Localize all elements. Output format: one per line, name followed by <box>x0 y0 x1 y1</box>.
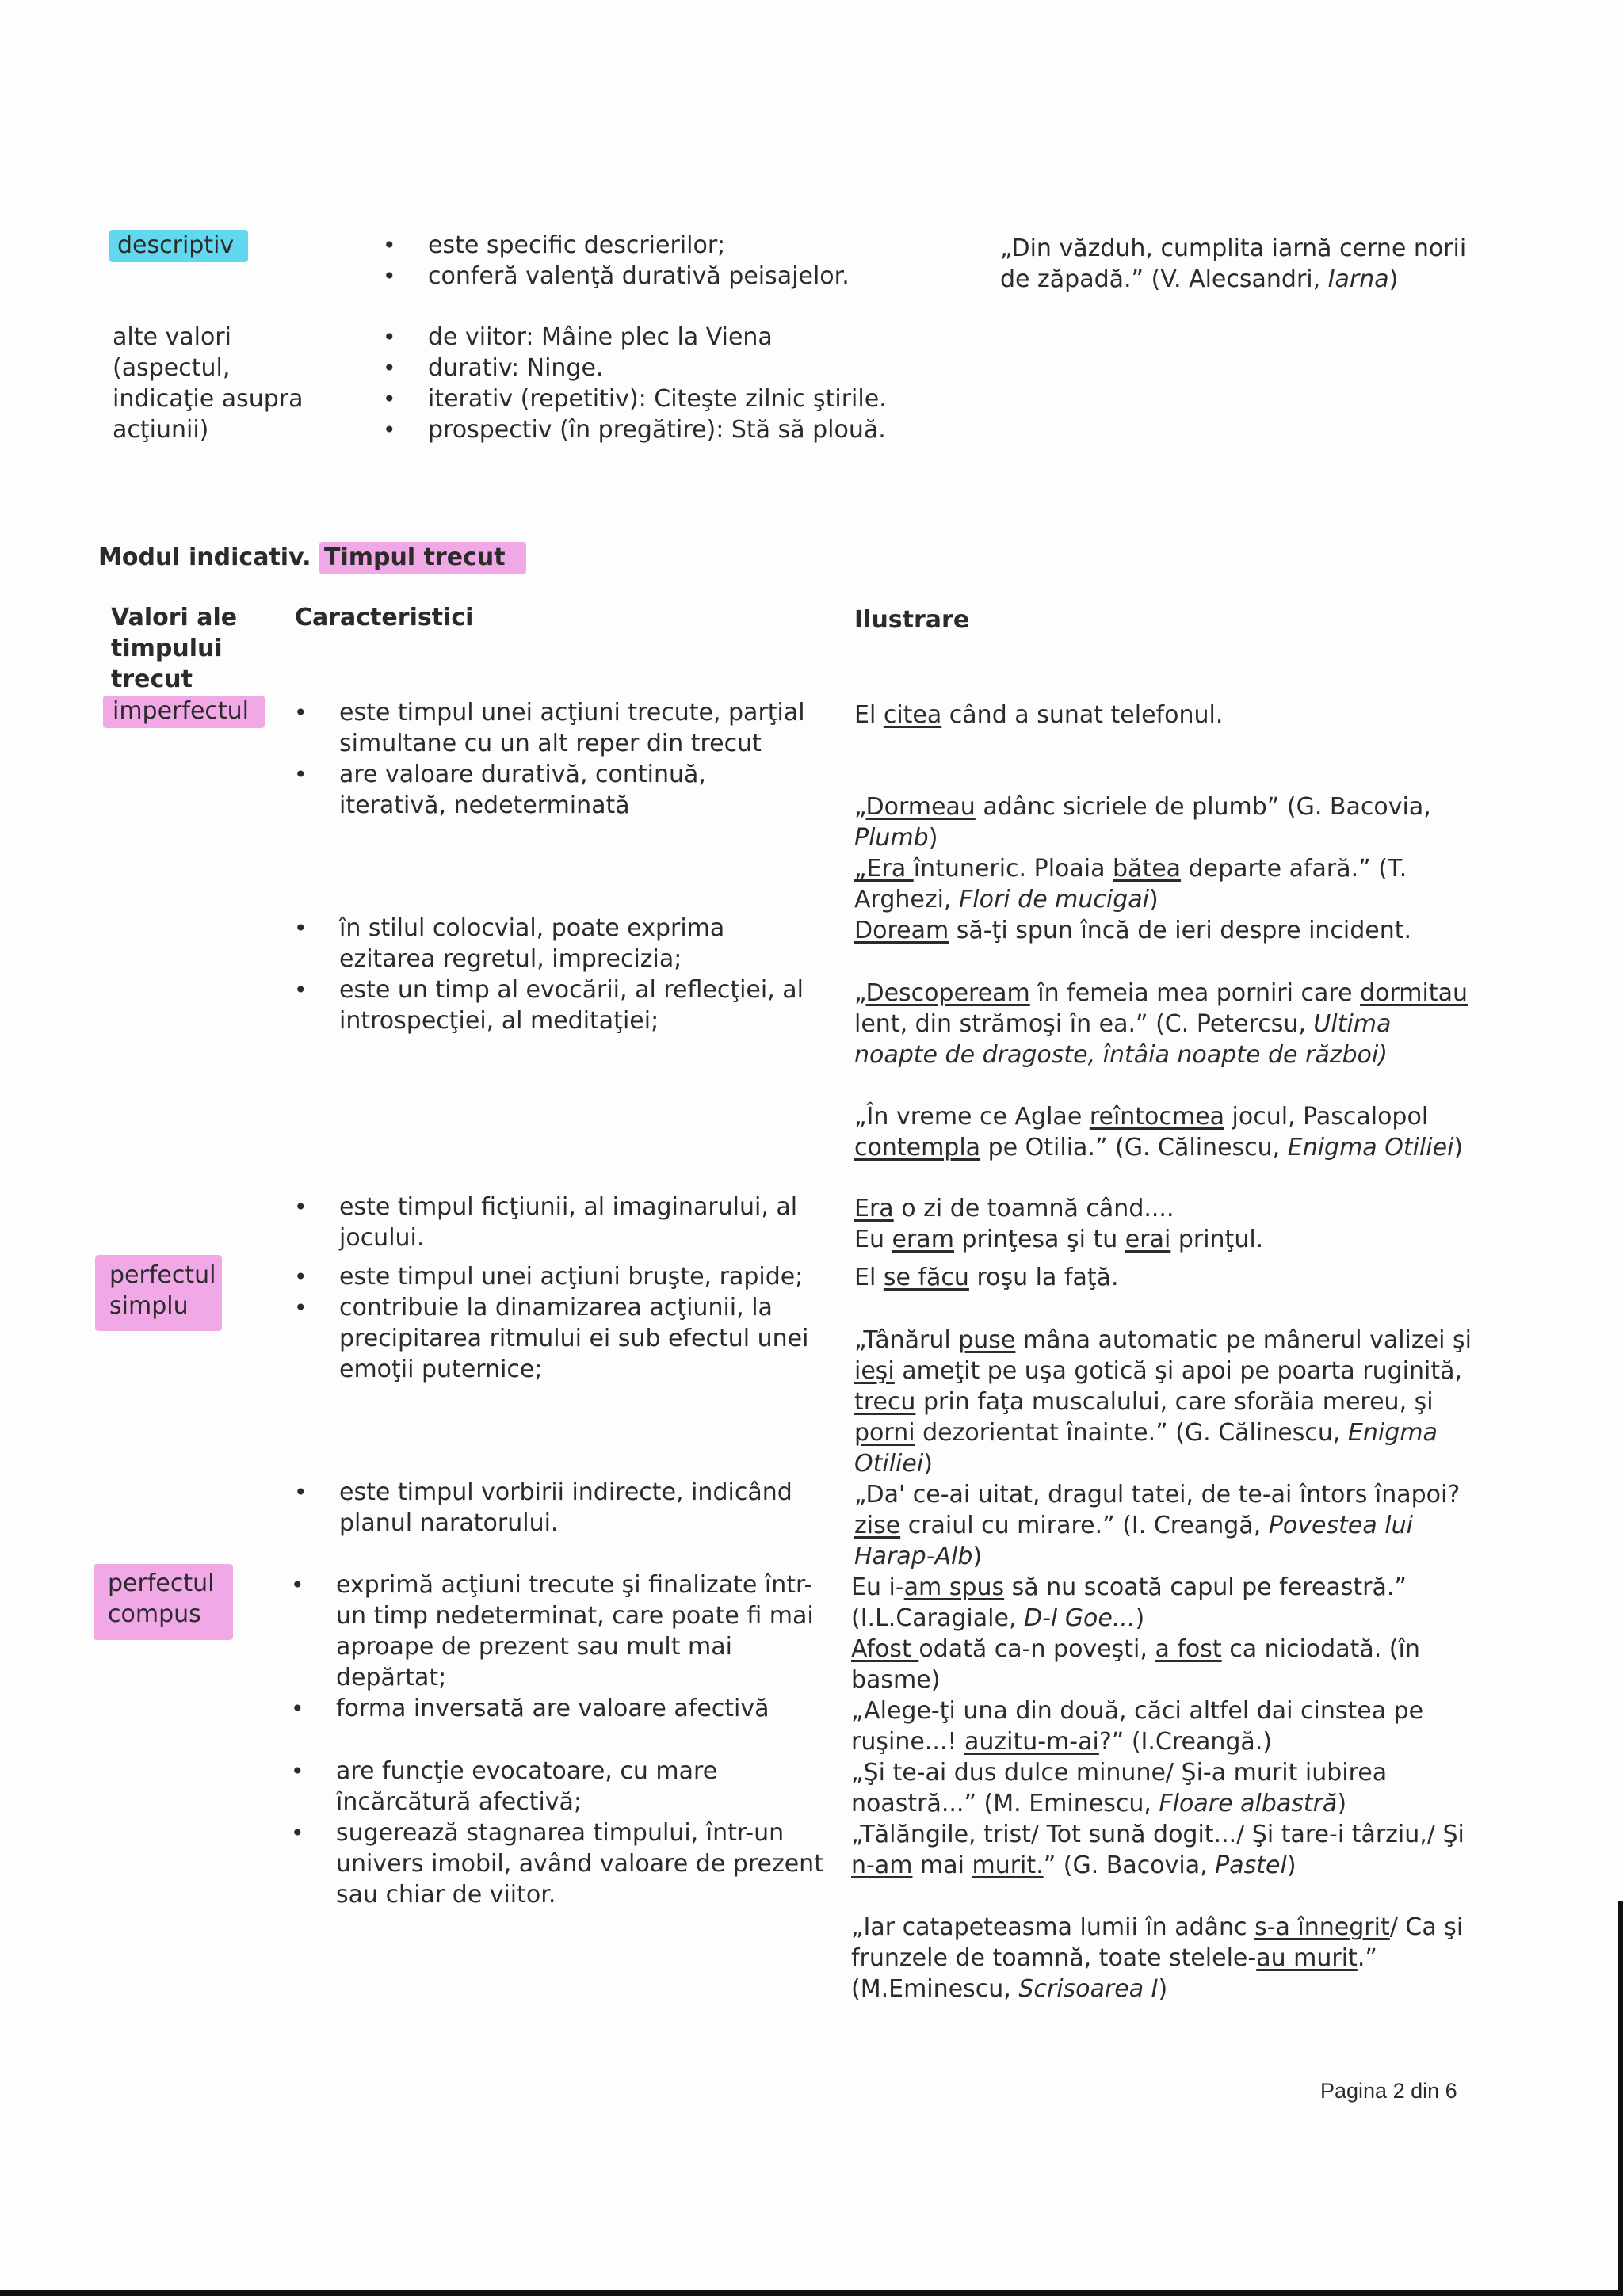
descriptiv-example: „Din văzduh, cumplita iarnă cerne norii de zăpadă.” (V. Alecsandri, Iarna) <box>1000 235 1467 293</box>
list-item: • este timpul unei acţiuni trecute, parţial simultane cu un alt reper din trecut <box>339 697 815 759</box>
column-header-values: Valori ale timpului trecut <box>111 604 238 693</box>
label-imperfectul: imperfectul <box>103 696 265 727</box>
perfectul-simplu-characteristics <box>339 1261 815 1385</box>
label-alte-valori: alte valori (aspectul, indicaţie asupra acţiunii) <box>113 323 304 444</box>
scan-edge <box>0 2290 1623 2296</box>
list-item: • are funcţie evocatoare, cu mare încărcătură afectivă; <box>336 1756 827 1817</box>
list-item: • este timpul unei acţiuni bruşte, rapide; <box>339 1261 815 1292</box>
label-descriptiv: descriptiv <box>109 230 248 261</box>
section-title: Modul indicativ. Timpul trecut <box>98 542 526 573</box>
label-perfectul-simplu: perfectul simplu <box>109 1261 216 1320</box>
perfectul-simplu-example-2: „Tânărul puse mâna automatic pe mânerul valizei şi ieşi ameţit pe uşa gotică şi apoi pe poarta ruginită, trecu prin faţa muscalului, care sforăia mereu, şi porni dezorientat înainte.” (G. Călinescu, Enigma Otiliei) <box>854 1326 1472 1478</box>
list-item: • este timpul vorbirii indirecte, indicând planul naratorului. <box>339 1477 831 1539</box>
list-item: • este un timp al evocării, al reflecţiei, al introspecţiei, al meditaţiei; <box>339 974 815 1036</box>
descriptiv-characteristics <box>428 230 967 292</box>
perfectul-simplu-characteristics-2 <box>339 1477 831 1539</box>
list-item: • este specific descrierilor; <box>428 230 967 261</box>
list-item: • conferă valenţă durativă peisajelor. <box>428 261 967 292</box>
list-item: • exprimă acţiuni trecute şi finalizate într-un timp nedeterminat, care poate fi mai aproape de prezent sau mult mai depărtat; <box>336 1569 827 1693</box>
imperfectul-example-1: El citea când a sunat telefonul. <box>854 701 1224 729</box>
imperfectul-example-8: Eu eram prinţesa şi tu erai prinţul. <box>854 1226 1264 1253</box>
imperfectul-characteristics <box>339 697 815 821</box>
label-perfectul-compus: perfectul compus <box>108 1569 215 1628</box>
imperfectul-example-7: Era o zi de toamnă când.... <box>854 1195 1174 1222</box>
perfectul-compus-example-5: „Tălăngile, trist/ Tot sună dogit.../ Şi tare-i târziu,/ Şi n-am mai murit.” (G. Bacovia, Pastel) <box>851 1821 1465 1879</box>
imperfectul-example-2: „Dormeau adânc sicriele de plumb” (G. Bacovia, Plumb) <box>854 793 1431 852</box>
list-item: • iterativ (repetitiv): Citeşte zilnic ştirile. <box>428 383 983 414</box>
list-item: • de viitor: Mâine plec la Viena <box>428 322 983 353</box>
list-item: • sugerează stagnarea timpului, într-un univers imobil, având valoare de prezent sau chiar de viitor. <box>336 1817 827 1910</box>
imperfectul-example-6: „În vreme ce Aglae reîntocmea jocul, Pascalopol contempla pe Otilia.” (G. Călinescu, Enigma Otiliei) <box>854 1103 1464 1161</box>
alte-valori-list <box>428 322 983 445</box>
perfectul-compus-example-6: „Iar catapeteasma lumii în adânc s-a înnegrit/ Ca şi frunzele de toamnă, toate stelele-au murit.” (M.Eminescu, Scrisoarea I) <box>851 1913 1464 2003</box>
list-item: • are valoare durativă, continuă, iterativă, nedeterminată <box>339 759 815 821</box>
perfectul-compus-example-3: „Alege-ţi una din două, căci altfel dai cinstea pe ruşine...! auzitu-m-ai?” (I.Creangă.) <box>851 1697 1424 1756</box>
imperfectul-characteristics-3 <box>339 1192 815 1253</box>
perfectul-compus-characteristics-2 <box>336 1756 827 1910</box>
list-item: • forma inversată are valoare afectivă <box>336 1693 827 1724</box>
column-header-characteristics: Caracteristici <box>295 604 474 631</box>
perfectul-compus-example-1: Eu i-am spus să nu scoată capul pe fereastră.” (I.L.Caragiale, D-l Goe...) <box>851 1573 1407 1632</box>
list-item: • durativ: Ninge. <box>428 353 983 383</box>
perfectul-compus-example-2: Afost odată ca-n poveşti, a fost ca niciodată. (în basme) <box>851 1635 1420 1694</box>
imperfectul-example-4: Doream să-ţi spun încă de ieri despre incident. <box>854 917 1412 944</box>
scan-edge <box>1618 1901 1623 2296</box>
perfectul-simplu-example-3: „Da' ce-ai uitat, dragul tatei, de te-ai întors înapoi? zise craiul cu mirare.” (I. Creangă, Povestea lui Harap-Alb) <box>854 1481 1461 1570</box>
list-item: • prospectiv (în pregătire): Stă să plouă. <box>428 414 983 445</box>
list-item: • este timpul ficţiunii, al imaginarului, al jocului. <box>339 1192 815 1253</box>
imperfectul-example-5: „Descopeream în femeia mea porniri care dormitau lent, din strămoşi în ea.” (C. Petercsu, Ultima noapte de dragoste, întâia noapte de război) <box>854 979 1468 1069</box>
perfectul-simplu-example-1: El se făcu roşu la faţă. <box>854 1264 1119 1291</box>
imperfectul-example-3: „Era întuneric. Ploaia bătea departe afară.” (T. Arghezi, Flori de mucigai) <box>854 855 1407 913</box>
perfectul-compus-example-4: „Şi te-ai dus dulce minune/ Şi-a murit iubirea noastră...” (M. Eminescu, Floare albastră) <box>851 1759 1388 1817</box>
list-item: • contribuie la dinamizarea acţiunii, la precipitarea ritmului ei sub efectul unei emoţii puternice; <box>339 1292 815 1385</box>
list-item: • în stilul colocvial, poate exprima ezitarea regretul, imprecizia; <box>339 913 815 974</box>
imperfectul-characteristics-2 <box>339 913 815 1036</box>
page-number: Pagina 2 din 6 <box>1320 2079 1457 2103</box>
perfectul-compus-characteristics <box>336 1569 827 1724</box>
column-header-illustration: Ilustrare <box>854 606 970 634</box>
